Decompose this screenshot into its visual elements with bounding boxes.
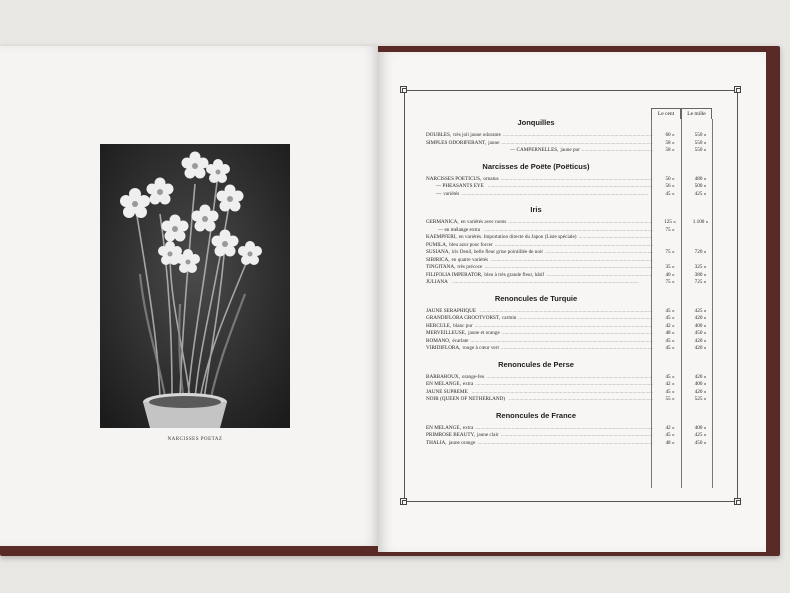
price-row (426, 279, 716, 287)
item-name: EN MELANGE, (426, 424, 461, 431)
price-row (426, 432, 716, 440)
item-description: ornatus (483, 175, 499, 182)
leader-dots (545, 249, 653, 257)
item-description: jaune orange (448, 439, 476, 446)
item-name: SIBIRICA, (426, 256, 450, 263)
item-description: très précoce (457, 264, 483, 270)
leader-dots (502, 330, 653, 338)
price-per-hundred: 75 » (665, 249, 675, 255)
item-name: GRANDIFLORA GROOTVORST, (426, 315, 500, 321)
item-name: — CAMPERNELLES, (510, 147, 559, 153)
price-row (426, 440, 716, 448)
price-per-thousand: 720 » (694, 249, 707, 255)
price-per-thousand: 550 » (694, 139, 707, 146)
leader-dots (477, 440, 653, 448)
column-header-mille: Le mille (681, 108, 712, 119)
price-per-hundred: 60 » (665, 132, 675, 138)
section-title: Narcisses de Poëte (Poëticus) (482, 161, 590, 171)
section-title: Renoncules de France (495, 410, 577, 420)
price-per-hundred: 48 » (665, 439, 675, 446)
item-name: NOIR (QUEEN OF NETHERLAND) (426, 396, 506, 402)
item-name: ROMANO, (426, 337, 451, 344)
item-description: en quatre variétés (451, 256, 489, 263)
price-row (426, 338, 716, 346)
price-per-thousand: 420 » (694, 345, 707, 351)
section-title: Jonquilles (517, 118, 555, 127)
price-row (426, 176, 716, 184)
price-row (426, 381, 716, 389)
price-per-thousand: 450 » (694, 330, 707, 336)
price-per-hundred: 45 » (665, 373, 675, 380)
section-title: Iris (530, 205, 542, 214)
item-name: NARCISSES POETICUS, (426, 175, 482, 182)
photo-caption: NARCISSES POETAZ (167, 437, 223, 442)
leader-dots (475, 323, 653, 331)
leader-dots (470, 338, 653, 346)
leader-dots (480, 308, 653, 316)
price-per-thousand: 400 » (694, 381, 707, 387)
item-name: BARBAROUX, (426, 373, 460, 380)
price-per-thousand: 420 » (694, 388, 707, 395)
price-per-hundred: 42 » (665, 322, 675, 329)
item-description: jaune et orange (468, 330, 500, 336)
price-per-hundred: 45 » (665, 388, 675, 395)
item-description: en variétés. Importation directe du Japon (Liste spéciale) (458, 234, 577, 240)
item-description: iris Deuil, belle fleur grise pointillée de noir (451, 249, 544, 255)
price-row (426, 257, 716, 265)
price-per-thousand: 525 » (694, 396, 707, 402)
price-per-thousand: 1.100 » (692, 219, 709, 225)
item-name: VIRIDIFLORA, (426, 345, 461, 351)
item-description: jaune (488, 139, 500, 146)
item-name: — PHEASANTS EYE (436, 183, 484, 189)
price-per-hundred: 40 » (665, 271, 675, 278)
price-row (426, 323, 716, 331)
leader-dots (452, 279, 653, 287)
item-name: SUSIANA, (426, 249, 450, 255)
item-description: extra (462, 381, 474, 387)
leader-dots (579, 234, 653, 242)
leader-dots (488, 183, 653, 191)
price-row (426, 374, 716, 382)
leader-dots (490, 257, 653, 265)
price-row (426, 234, 716, 242)
leader-dots (518, 315, 653, 323)
price-per-hundred: 48 » (665, 330, 675, 336)
price-row (426, 315, 716, 323)
price-row (426, 140, 716, 148)
price-per-hundred: 75 » (665, 226, 675, 233)
item-description: bleu azur pour forcer (449, 241, 493, 248)
leader-dots (501, 140, 653, 148)
item-description: rouge à cœur vert (462, 345, 499, 351)
item-name: HERCULE, (426, 322, 452, 329)
item-description: jaune clair (476, 432, 499, 438)
corner-ornament (400, 86, 407, 93)
price-per-hundred: 45 » (665, 345, 675, 351)
price-per-hundred: 42 » (665, 381, 675, 387)
price-per-thousand: 420 » (694, 337, 707, 344)
item-description: carmin (501, 315, 517, 321)
item-name: PUMILA, (426, 241, 448, 248)
item-name: — (436, 190, 442, 197)
leader-dots (509, 396, 653, 404)
price-per-hundred: 45 » (665, 315, 675, 321)
narcissus-illustration (100, 144, 290, 428)
leader-dots (472, 389, 653, 397)
item-name: TINGITANA, (426, 264, 456, 270)
leader-dots (546, 272, 653, 280)
item-description: très joli jaune odorante (453, 132, 501, 138)
price-per-hundred: 58 » (665, 147, 675, 153)
price-per-thousand: 450 » (694, 439, 707, 446)
item-description: en variétés avec noms (460, 219, 507, 225)
price-row (426, 191, 716, 199)
item-name: JAUNE SERAPHIQUE (426, 307, 477, 314)
item-name: THALIA, (426, 439, 447, 446)
price-row (426, 330, 716, 338)
price-row (426, 147, 716, 155)
price-per-hundred: 58 » (665, 139, 675, 146)
item-name: JAUNE SUPREME (426, 388, 468, 395)
price-per-thousand: 400 » (694, 322, 707, 329)
price-row (426, 264, 716, 272)
item-name: DOUBLES, (426, 132, 452, 138)
leader-dots (501, 432, 653, 440)
price-per-hundred: 45 » (665, 432, 675, 438)
corner-ornament (400, 498, 407, 505)
item-name: KAEMPFERI, (426, 234, 457, 240)
price-per-thousand: 550 » (694, 147, 707, 153)
price-per-hundred: 42 » (665, 424, 675, 431)
price-per-thousand: 550 » (694, 132, 707, 138)
price-per-hundred: 45 » (665, 190, 675, 197)
leader-dots (475, 381, 653, 389)
price-per-thousand: 500 » (694, 183, 707, 189)
leader-dots (484, 264, 653, 272)
item-description: blanc pur (453, 322, 473, 329)
item-name: — en mélange extra (438, 226, 480, 233)
item-name: PRIMROSE BEAUTY, (426, 432, 475, 438)
price-per-hundred: 35 » (665, 264, 675, 270)
price-row (426, 396, 716, 404)
price-per-hundred: 50 » (665, 175, 675, 182)
price-row (426, 183, 716, 191)
leader-dots (461, 191, 653, 199)
price-per-hundred: 45 » (665, 337, 675, 344)
leader-dots (501, 345, 653, 353)
price-per-thousand: 425 » (694, 307, 707, 314)
price-per-thousand: 425 » (694, 432, 707, 438)
price-row (426, 219, 716, 227)
leader-dots (484, 227, 653, 235)
price-row (426, 242, 716, 250)
price-per-thousand: 480 » (694, 175, 707, 182)
price-per-thousand: 400 » (694, 424, 707, 431)
price-row (426, 249, 716, 257)
section-title: Renoncules de Perse (498, 359, 574, 369)
price-per-thousand: 420 » (694, 315, 707, 321)
item-name: EN MELANGE, (426, 381, 461, 387)
leader-dots (508, 219, 653, 227)
item-description: bleu à très grande fleur, hâtif (484, 271, 545, 278)
price-per-hundred: 56 » (665, 183, 675, 189)
price-row (426, 308, 716, 316)
leader-dots (501, 176, 653, 184)
price-per-hundred: 55 » (665, 396, 675, 402)
item-name: MERVEILLEUSE, (426, 330, 467, 336)
corner-ornament (734, 498, 741, 505)
item-description: orange-feu (461, 373, 485, 380)
leader-dots (475, 425, 653, 433)
price-list (426, 118, 716, 447)
item-name: GERMANICA, (426, 219, 459, 225)
leader-dots (582, 147, 653, 155)
item-name: FILIFOLIA IMPERATOR, (426, 271, 483, 278)
price-row (426, 345, 716, 353)
price-row (426, 272, 716, 280)
narcissus-photograph (100, 144, 290, 428)
price-row (426, 227, 716, 235)
item-description: variétés (443, 190, 460, 197)
price-row (426, 132, 716, 140)
price-per-thousand: 425 » (694, 190, 707, 197)
leader-dots (486, 374, 653, 382)
price-per-thousand: 420 » (694, 373, 707, 380)
price-per-hundred: 75 » (665, 279, 675, 285)
leader-dots (503, 132, 653, 140)
section-title: Renoncules de Turquie (494, 293, 578, 303)
price-per-thousand: 380 » (694, 271, 707, 278)
price-per-thousand: 725 » (694, 279, 707, 285)
item-description: extra (462, 424, 474, 431)
price-per-hundred: 45 » (665, 307, 675, 314)
price-per-thousand: 325 » (694, 264, 707, 270)
price-row (426, 389, 716, 397)
price-row (426, 425, 716, 433)
leader-dots (495, 242, 653, 250)
item-description: écarlate (452, 337, 469, 344)
item-name: JULIANA (426, 279, 448, 285)
price-per-hundred: 125 » (664, 219, 676, 225)
item-description: jaune pur (560, 147, 580, 153)
column-header-cent: Le cent (651, 108, 681, 119)
corner-ornament (734, 86, 741, 93)
item-name: SIMPLES ODORIFERANT, (426, 139, 487, 146)
